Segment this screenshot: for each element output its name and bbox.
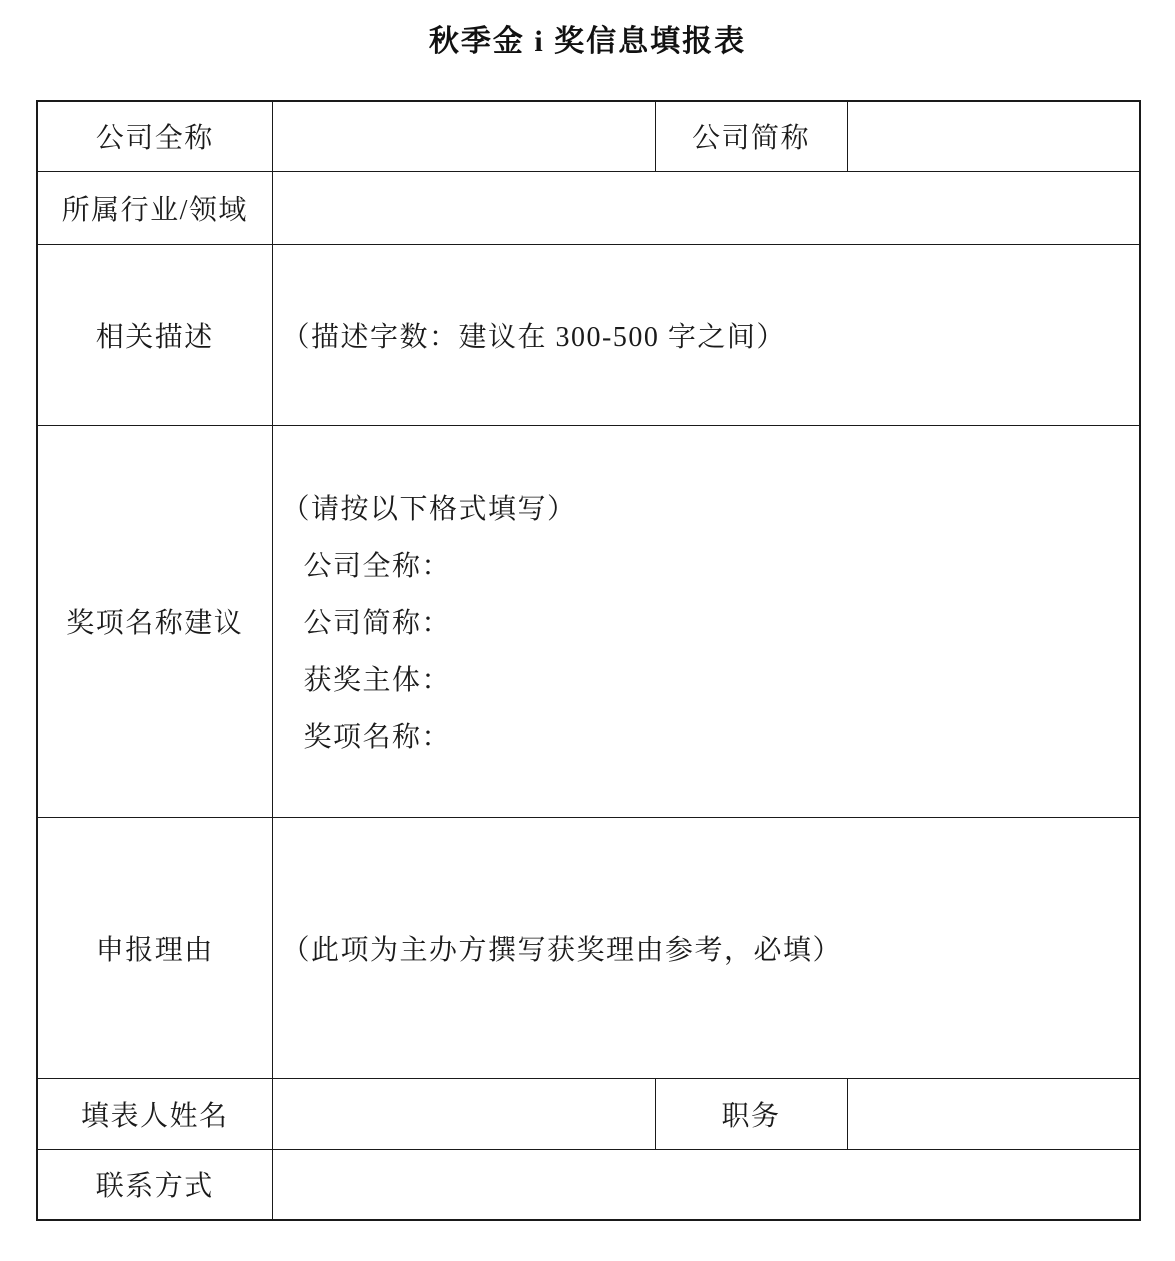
award-format-hint: （请按以下格式填写） xyxy=(281,494,577,525)
industry-field-input-cell[interactable] xyxy=(272,171,1140,244)
application-reason-input-cell[interactable] xyxy=(272,817,1140,1078)
table-row xyxy=(37,425,1140,817)
award-name-suggestion-input-cell[interactable] xyxy=(272,425,1140,817)
company-full-name-label: 公司全称 xyxy=(37,101,272,171)
award-item-company-short-name: 公司简称： xyxy=(303,608,452,639)
award-format-block xyxy=(282,479,1140,764)
award-item-award-title: 奖项名称： xyxy=(303,722,452,753)
related-description-label: 相关描述 xyxy=(37,244,272,425)
table-row xyxy=(37,171,1140,244)
table-row xyxy=(37,101,1140,171)
position-input-cell[interactable] xyxy=(847,1078,1140,1149)
table-row xyxy=(37,1149,1140,1220)
company-short-name-label: 公司简称 xyxy=(655,101,847,171)
contact-info-label: 联系方式 xyxy=(37,1149,272,1220)
contact-info-input-cell[interactable] xyxy=(272,1149,1140,1220)
table-row xyxy=(37,1078,1140,1149)
award-item-company-full-name: 公司全称： xyxy=(303,551,452,582)
industry-field-label: 所属行业/领域 xyxy=(37,171,272,244)
form-table xyxy=(36,100,1141,1221)
filler-name-input-cell[interactable] xyxy=(272,1078,655,1149)
company-short-name-input-cell[interactable] xyxy=(847,101,1140,171)
table-row xyxy=(37,817,1140,1078)
description-word-count-hint: （描述字数：建议在 300-500 字之间） xyxy=(281,321,786,353)
filler-name-label: 填表人姓名 xyxy=(37,1078,272,1149)
position-label: 职务 xyxy=(655,1078,847,1149)
related-description-input-cell[interactable] xyxy=(272,244,1140,425)
form-title: 秋季金 i 奖信息填报表 xyxy=(428,25,747,58)
application-reason-label: 申报理由 xyxy=(37,817,272,1078)
company-full-name-input-cell[interactable] xyxy=(272,101,655,171)
award-name-suggestion-label: 奖项名称建议 xyxy=(37,425,272,817)
award-item-award-subject: 获奖主体： xyxy=(303,665,452,696)
application-reason-hint: （此项为主办方撰写获奖理由参考，必填） xyxy=(281,934,843,966)
table-row xyxy=(37,244,1140,425)
